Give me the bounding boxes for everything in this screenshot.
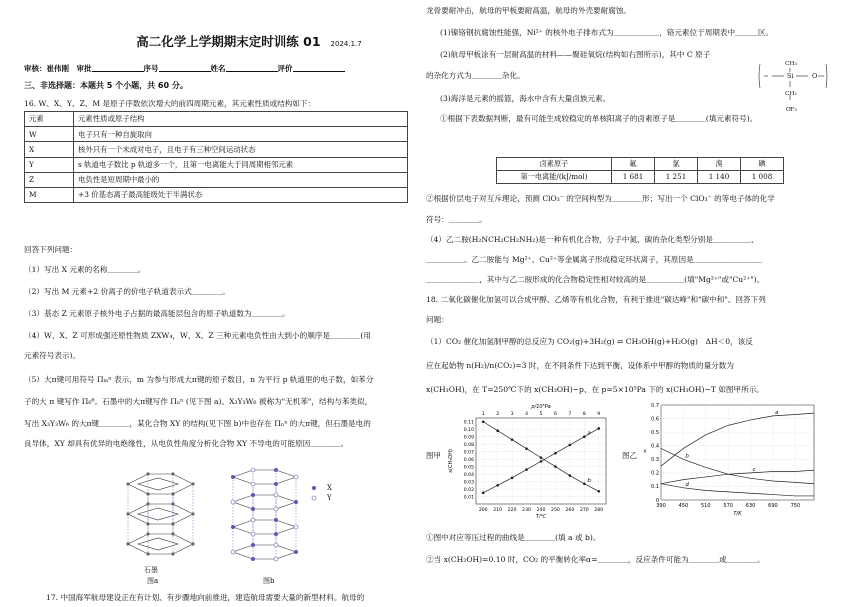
- q17-line-7: 符号：＿＿＿＿。: [426, 215, 487, 224]
- table-row: [25, 172, 408, 187]
- x-tick-label: 230: [522, 508, 531, 513]
- q16-line-8: 写出 X₃Y₃W₆ 的大π键＿＿＿＿，某化合物 XY 的结构(见下图 b)中也存在 Πₙⁿ 的大π键，但石墨是电的: [24, 419, 371, 428]
- xy-figure-b: [233, 470, 296, 559]
- y-tick-label: 0.04: [463, 472, 474, 478]
- y-axis-label: x: [643, 448, 647, 455]
- x-axis-label: T/℃: [535, 514, 547, 518]
- y-tick-label: 0.05: [463, 465, 474, 471]
- top-tick-label: 3: [510, 412, 514, 417]
- title-text: 高二化学上学期期末定时训练 01: [136, 34, 321, 49]
- table-header: 碘: [741, 158, 784, 171]
- info-line: [24, 63, 345, 73]
- element-table: [24, 111, 408, 203]
- fig1-label: 图甲: [426, 451, 441, 460]
- table-cell: 电子只有一种自旋取向: [74, 127, 408, 142]
- q16-line-4: （4）W、X、Z 可形成强还原性物质 ZXW₄，W、X、Z 三种元素电负性由大到小的顺序是＿＿＿＿(用: [24, 331, 371, 340]
- top-tick-label: 7: [568, 412, 572, 417]
- structure-figures: [118, 462, 358, 567]
- x-tick-label: 570: [723, 503, 733, 509]
- reviewer-label: 审核：崔伟刚: [24, 64, 69, 73]
- y-tick-label: 0.01: [463, 495, 474, 501]
- table-cell: +3 价基态离子最高能级处于半满状态: [74, 187, 408, 202]
- x-tick-label: 630: [745, 503, 756, 509]
- series-label-b: b: [587, 477, 591, 484]
- title-date: 2024.1.7: [330, 40, 362, 48]
- table-row: [25, 187, 408, 202]
- y-tick-label: 0.03: [463, 480, 474, 486]
- x-tick-label: 250: [551, 508, 560, 513]
- table-header: 元素: [25, 112, 74, 127]
- y-tick-label: 0.5: [651, 429, 659, 436]
- figure-a-label: 图a: [147, 577, 159, 585]
- graphite-atoms: [126, 472, 194, 555]
- name-blank[interactable]: [226, 63, 278, 72]
- fig2-label: 图乙: [622, 451, 637, 460]
- q17-line-3: 的杂化方式为＿＿＿＿杂化。: [426, 71, 525, 80]
- y-tick-label: 0.02: [463, 487, 474, 493]
- top-axis-label: p/10⁵Pa: [531, 404, 551, 410]
- legend-x-label: X: [327, 484, 332, 492]
- x-tick-label: 210: [493, 508, 503, 513]
- q16-line-6: （5）大π键可用符号 Πₘⁿ 表示，m 为参与形成大π键的原子数目，n 为平行 p 轨道里的电子数，如苯分: [24, 375, 374, 384]
- ionization-energy-table: [496, 157, 784, 184]
- data-point-a: [525, 468, 528, 471]
- answer-prompt: 回答下列问题：: [24, 245, 78, 254]
- data-point-a: [511, 477, 514, 480]
- table-cell: X: [25, 142, 74, 157]
- data-point-b: [554, 465, 557, 468]
- series-label-d: d: [685, 481, 689, 488]
- series-label-c: c: [752, 466, 756, 473]
- eval-blank[interactable]: [293, 63, 345, 72]
- q17-line-0: 龙骨要耐冲击，航母的甲板要耐高温，航母的外壳要耐腐蚀。: [426, 6, 632, 15]
- q18-line-4: 应在起始物 n(H₂)/n(CO₂)=3 时，在不同条件下达到平衡，设体系中甲醇的物质的量分数为: [426, 361, 734, 370]
- table-cell: 电负性是短周期中最小的: [74, 172, 408, 187]
- data-point-b: [511, 438, 514, 441]
- approver-blank[interactable]: [92, 63, 144, 72]
- x-tick-label: 270: [579, 508, 589, 513]
- q17-line-2: (2)航母甲板涂有一层耐高温的材料——聚硅氧烷(结构如右图所示)，其中 C 原子: [440, 50, 711, 59]
- series-label-a: a: [587, 430, 591, 437]
- data-point-b: [583, 483, 586, 486]
- x-tick-label: 390: [656, 503, 666, 509]
- series-line-d: [661, 481, 814, 496]
- q18-line-1: 18. 二氧化碳催化加氢可以合成甲醇、乙烯等有机化合物，有利于推进"碳达峰"和"碳中和"。回答下列: [426, 295, 766, 304]
- data-point-a: [554, 452, 557, 455]
- data-point-a: [569, 444, 572, 447]
- y-tick-label: 0.3: [651, 457, 659, 464]
- table-header: 溴: [698, 158, 741, 171]
- data-point-a: [496, 484, 499, 487]
- data-point-a: [597, 427, 600, 430]
- x-tick-label: 510: [701, 503, 711, 509]
- chart-x-vs-t: [639, 400, 819, 518]
- top-tick-label: 4: [525, 412, 529, 417]
- series-label-a: a: [774, 409, 779, 416]
- table-row: [25, 142, 408, 157]
- data-point-b: [540, 456, 543, 459]
- top-tick-label: 9: [597, 412, 601, 417]
- legend-y-label: Y: [327, 494, 332, 502]
- x-tick-label: 200: [478, 508, 488, 513]
- top-tick-label: 5: [539, 412, 543, 417]
- y-tick-label: 0.11: [463, 420, 474, 426]
- q17-line-10: ＿＿＿＿＿＿＿，其中与乙二胺形成的化合物稳定性相对较高的是＿＿＿＿＿(填"Mg²⁺"或"Cu²⁺")。: [426, 275, 765, 284]
- table-header-row: [25, 112, 408, 127]
- table-cell: 第一电离能/(kJ/mol): [497, 171, 612, 184]
- table-header: 氯: [655, 158, 698, 171]
- y-tick-label: 0.09: [463, 435, 474, 441]
- y-tick-label: 0.2: [651, 470, 659, 477]
- q16-line-9: 良导体，XY 却具有优异的电绝缘性，从电负性角度分析化合物 XY 不导电的可能原因＿＿＿＿。: [24, 439, 349, 448]
- q17-line-1: (1)镍铬钢抗腐蚀性能强，Ni²⁺ 的核外电子排布式为＿＿＿＿＿＿，铬元素位于周期表中＿＿＿区。: [440, 28, 774, 37]
- q16-line-7: 子的大 π 键写作 Π₆⁶。石墨中的大π键写作 Πₙⁿ (见下图 a)。X₃Y₃W₆ 被称为"无机苯"，结构与苯类似，: [24, 397, 373, 406]
- xy-atoms: [231, 468, 298, 561]
- y-tick-label: 0: [655, 497, 659, 504]
- data-point-b: [597, 490, 600, 493]
- data-point-b: [525, 447, 528, 450]
- q16-line-2: （2）写出 M 元素+2 价离子的价电子轨道表示式＿＿＿＿。: [24, 287, 230, 296]
- xy-legend: [312, 486, 316, 500]
- y-tick-label: 0.6: [651, 416, 659, 423]
- q18-line-5: x(CH₃OH)，在 T=250℃下的 x(CH₃OH)~p、在 p=5×10⁵Pa 下的 x(CH₃OH)~T 如图甲所示。: [426, 385, 764, 394]
- y-tick-label: 0.06: [463, 457, 474, 463]
- x-axis-label: T/K: [733, 511, 742, 517]
- top-tick-label: 8: [582, 412, 586, 417]
- struct-ch2: CH₂: [785, 91, 797, 97]
- x-tick-label: 750: [790, 503, 801, 509]
- table-row: [25, 157, 408, 172]
- y-tick-label: 0.4: [651, 443, 659, 450]
- x-tick-label: 260: [565, 508, 575, 513]
- q17-start: 17. 中国海军航母建设正在有计划、有步骤地向前推进，建造航母需要大量的新型材料。航母的: [46, 593, 365, 602]
- table-header: 元素性质或原子结构: [74, 112, 408, 127]
- y-tick-label: 0.1: [651, 484, 659, 491]
- q16-intro: 16. W、X、Y、Z、M 是原子序数依次增大的前四周期元素，其元素性质或结构如下：: [24, 99, 316, 108]
- struct-ch3: CH₃: [785, 61, 797, 67]
- table-cell: s 轨道电子数比 p 轨道多一个，且第一电离能大于同周期相邻元素: [74, 157, 408, 172]
- x-tick-label: 240: [536, 508, 546, 513]
- struct-si: Si: [787, 72, 794, 80]
- series-line-a: [661, 413, 814, 466]
- plot-frame: [661, 405, 814, 500]
- data-point-a: [540, 460, 543, 463]
- x-tick-label: 450: [678, 503, 689, 509]
- y-tick-label: 0.7: [651, 402, 659, 409]
- top-tick-label: 6: [553, 412, 557, 417]
- data-point-b: [496, 429, 499, 432]
- eval-label: 评价: [277, 64, 293, 73]
- approver-label: 审批: [76, 64, 92, 73]
- top-tick-label: 2: [496, 412, 500, 417]
- q18-line-3: （1）CO₂ 催化加氢制甲醇的总反应为 CO₂(g)+3H₂(g) ⇌ CH₃OH(g)+H₂O(g) ΔH＜0，该反: [426, 337, 753, 346]
- table-cell: 1 008: [741, 171, 784, 184]
- name-label: 姓名: [210, 64, 226, 73]
- data-point-a: [482, 491, 485, 494]
- page-title: [84, 36, 414, 49]
- figure-a-caption: 石墨: [144, 566, 158, 574]
- q18-line-6: ①图中对应等压过程的曲线是＿＿＿＿(填 a 或 b)。: [426, 533, 601, 542]
- y-tick-label: 0.08: [463, 442, 474, 448]
- x-tick-label: 280: [594, 508, 604, 513]
- data-point-b: [482, 420, 485, 423]
- series-label-b: b: [685, 453, 689, 460]
- q17-line-6: ②根据价层电子对互斥理论，预测 ClO₃⁻ 的空间构型为＿＿＿＿形；写出一个 ClO₃⁻ 的等电子体的化学: [426, 194, 775, 203]
- seq-label: 序号: [143, 64, 159, 73]
- table-cell: 1 140: [698, 171, 741, 184]
- q17-line-5: ①根据下表数据判断，最有可能生成较稳定的单核阳离子的卤素原子是＿＿＿＿(填元素符号)。: [440, 114, 758, 123]
- table-header-row: [497, 158, 784, 171]
- q17-line-9: ＿＿＿＿＿。乙二胺能与 Mg²⁺、Cu²⁺等金属离子形成稳定环状离子，其原因是＿＿＿＿＿＿＿＿＿: [426, 255, 763, 264]
- y-tick-label: 0.10: [463, 428, 474, 434]
- table-row: [25, 127, 408, 142]
- y-axis-label: x(CH₃OH): [448, 449, 454, 473]
- series-line-c: [661, 470, 814, 484]
- q17-line-8: （4）乙二胺(H₂NCH₂CH₂NH₂)是一种有机化合物，分子中氮、碳的杂化类型分别是＿＿＿＿＿、: [426, 235, 759, 244]
- table-cell: W: [25, 127, 74, 142]
- table-cell: 1 681: [612, 171, 655, 184]
- struct-o: O: [812, 72, 818, 80]
- section-heading: 三、非选择题：本题共 5 个小题，共 60 分。: [24, 81, 188, 90]
- seq-blank[interactable]: [159, 63, 211, 72]
- table-cell: 1 251: [655, 171, 698, 184]
- table-header: 氟: [612, 158, 655, 171]
- table-cell: Z: [25, 172, 74, 187]
- q16-line-3: （3）基态 Z 元素原子核外电子占据的最高能层包含的原子轨道数为＿＿＿＿。: [24, 309, 290, 318]
- figure-b-label: 图b: [263, 577, 275, 585]
- table-cell: M: [25, 187, 74, 202]
- table-cell: 核外只有一个未成对电子，且电子有三种空间运动状态: [74, 142, 408, 157]
- table-header: 卤素原子: [497, 158, 612, 171]
- struct-cf3: CF₃: [786, 107, 797, 113]
- q18-line-7: ②当 x(CH₃OH)=0.10 时，CO₂ 的平衡转化率α=＿＿＿＿，反应条件可能为＿＿＿＿或＿＿＿＿。: [426, 555, 765, 564]
- q18-line-2: 问题：: [426, 315, 449, 324]
- x-tick-label: 220: [507, 508, 517, 513]
- graphite-figure-a: [128, 474, 193, 554]
- table-row: [497, 171, 784, 184]
- chart-x-ch3oh-vs-t-p: [446, 400, 616, 518]
- data-point-b: [569, 474, 572, 477]
- q17-line-4: (3)海洋是元素的摇篮，海水中含有大量卤族元素。: [440, 94, 611, 103]
- table-cell: Y: [25, 157, 74, 172]
- top-tick-label: 1: [481, 412, 485, 417]
- data-point-a: [583, 435, 586, 438]
- q16-line-1: （1）写出 X 元素的名称＿＿＿＿。: [24, 265, 146, 274]
- series-line-b: [661, 448, 814, 483]
- y-tick-label: 0.07: [463, 450, 474, 456]
- x-tick-label: 690: [768, 503, 778, 509]
- q16-line-5: 元素符号表示)。: [24, 351, 81, 360]
